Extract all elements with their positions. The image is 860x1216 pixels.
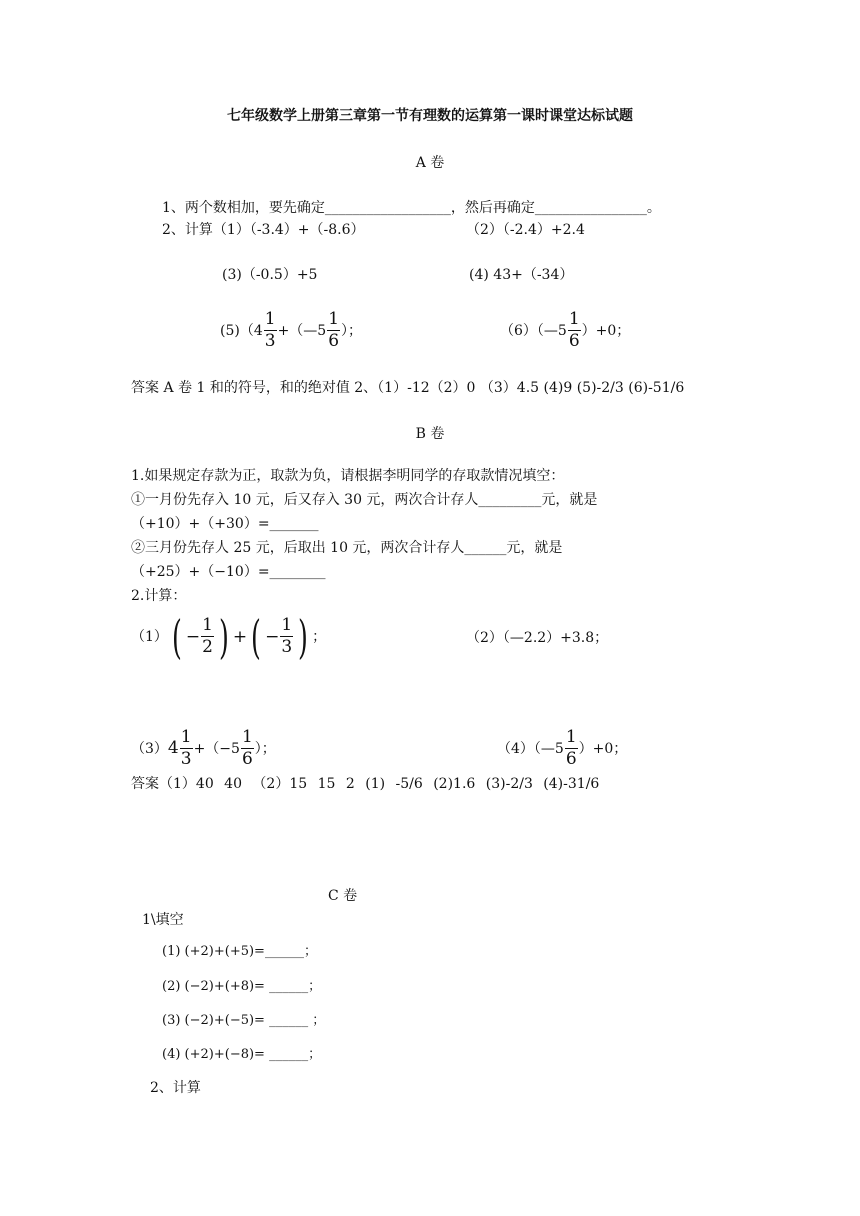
b-problem-4 [497, 729, 627, 769]
right-paren-icon: ) [298, 610, 309, 664]
b-problem-1 [131, 610, 327, 664]
a-q6-prefix: （6）（—5 [500, 322, 567, 339]
a-q5-fraction-2 [327, 311, 340, 351]
b-p1-f2-num: 1 [281, 615, 293, 636]
b-p3-fraction-2 [241, 729, 254, 769]
a-q6-fraction [568, 311, 581, 351]
b-p4-den: 6 [565, 748, 577, 769]
b-line-3: ②三月份先存人 25 元，后取出 10 元，两次合计存人______元，就是 [131, 540, 563, 556]
a-question-2-part-2: （2）（-2.4）+2.4 [466, 222, 585, 238]
left-paren-icon: ( [171, 610, 182, 664]
page-title: 七年级数学上册第三章第一节有理数的运算第一课时课堂达标试题 [227, 108, 633, 124]
b-p3-f2-num: 1 [241, 727, 253, 747]
b-p1-suffix: ； [312, 629, 327, 645]
a-q5-mid: +（—5 [277, 322, 327, 339]
a-q5-prefix: (5)（4 [220, 322, 263, 339]
b-p3-label: （3） [131, 740, 168, 757]
a-q5-f1-num: 1 [264, 309, 276, 329]
left-paren-icon: ( [251, 610, 262, 664]
b-p4-fraction [565, 729, 578, 769]
b-p3-f2-den: 6 [241, 748, 253, 769]
c-fill-label: 1\填空 [142, 912, 184, 928]
section-a-heading: A 卷 [415, 155, 445, 171]
b-p3-fraction-1 [180, 729, 193, 769]
section-c-heading: C 卷 [328, 888, 358, 904]
a-question-4: (4) 43+（-34） [469, 267, 574, 283]
c-calc-label: 2、计算 [150, 1080, 201, 1096]
a-q6-suffix: ）+0； [581, 322, 631, 339]
b-p3-mid: +（−5 [193, 740, 240, 757]
b-calc-label: 2.计算： [131, 588, 187, 604]
a-q5-fraction-1 [264, 311, 277, 351]
b-problem-2: （2）（—2.2）+3.8； [466, 630, 609, 646]
b-p1-plus: + [232, 626, 248, 647]
a-question-6 [500, 311, 630, 351]
a-question-3: (3)（-0.5）+5 [222, 267, 318, 283]
c-item-1: (1) (+2)+(+5)=______； [162, 944, 317, 959]
b-p1-f1-den: 2 [202, 637, 213, 657]
a-q5-f2-den: 6 [328, 330, 340, 351]
right-paren-icon: ) [218, 610, 229, 664]
c-item-4: (4) (+2)+(−8)= ______； [162, 1047, 322, 1062]
b-p1-f2-den: 3 [281, 637, 293, 657]
a-q5-f2-num: 1 [328, 309, 340, 329]
b-p1-minus-1: − [185, 626, 201, 647]
b-p3-whole: 4 [167, 738, 179, 759]
a-question-1: 1、两个数相加，要先确定__________________，然后再确定________________。 [162, 200, 661, 216]
a-question-5 [220, 311, 362, 351]
b-line-4: （+25）+（−10）=________ [131, 564, 326, 580]
b-p1-minus-2: − [265, 626, 280, 647]
b-line-2: （+10）+（+30）=_______ [131, 516, 319, 532]
a-question-2: 2、计算（1）（-3.4）+（-8.6） [162, 222, 365, 238]
a-q5-suffix: ）； [341, 322, 363, 339]
b-p4-num: 1 [565, 727, 577, 747]
a-q6-num: 1 [568, 309, 580, 329]
b-p1-fraction-2 [280, 617, 293, 657]
c-item-2: (2) (−2)+(+8)= ______； [162, 979, 322, 994]
b-line-1: ①一月份先存入 10 元，后又存入 30 元，两次合计存人_________元，就是 [131, 492, 598, 508]
section-b-heading: B 卷 [415, 426, 445, 442]
b-p1-fraction-1 [201, 617, 214, 657]
b-intro: 1.如果规定存款为正，取款为负，请根据李明同学的存取款情况填空： [131, 468, 565, 484]
b-p1-f1-num: 1 [202, 615, 213, 636]
b-p4-suffix: ）+0； [578, 740, 628, 757]
b-p3-f1-num: 1 [180, 727, 192, 747]
b-p3-f1-den: 3 [180, 748, 192, 769]
c-item-3: (3) (−2)+(−5)= ______ ； [162, 1013, 326, 1028]
a-q5-f1-den: 3 [264, 330, 276, 351]
b-p4-prefix: （4）（—5 [497, 740, 564, 757]
a-q6-den: 6 [568, 330, 580, 351]
a-answer: 答案 A 卷 1 和的符号，和的绝对值 2、（1）-12（2）0 （3）4.5 (4)9 (5)-2/3 (6)-51/6 [131, 380, 685, 396]
b-problem-3 [131, 729, 276, 769]
b-answer: 答案（1）40 40 （2）15 15 2 (1) -5/6 (2)1.6 (3)-2/3 (4)-31/6 [131, 776, 600, 792]
b-p1-label: （1） [131, 629, 168, 645]
b-p3-suffix: ）； [254, 740, 276, 757]
